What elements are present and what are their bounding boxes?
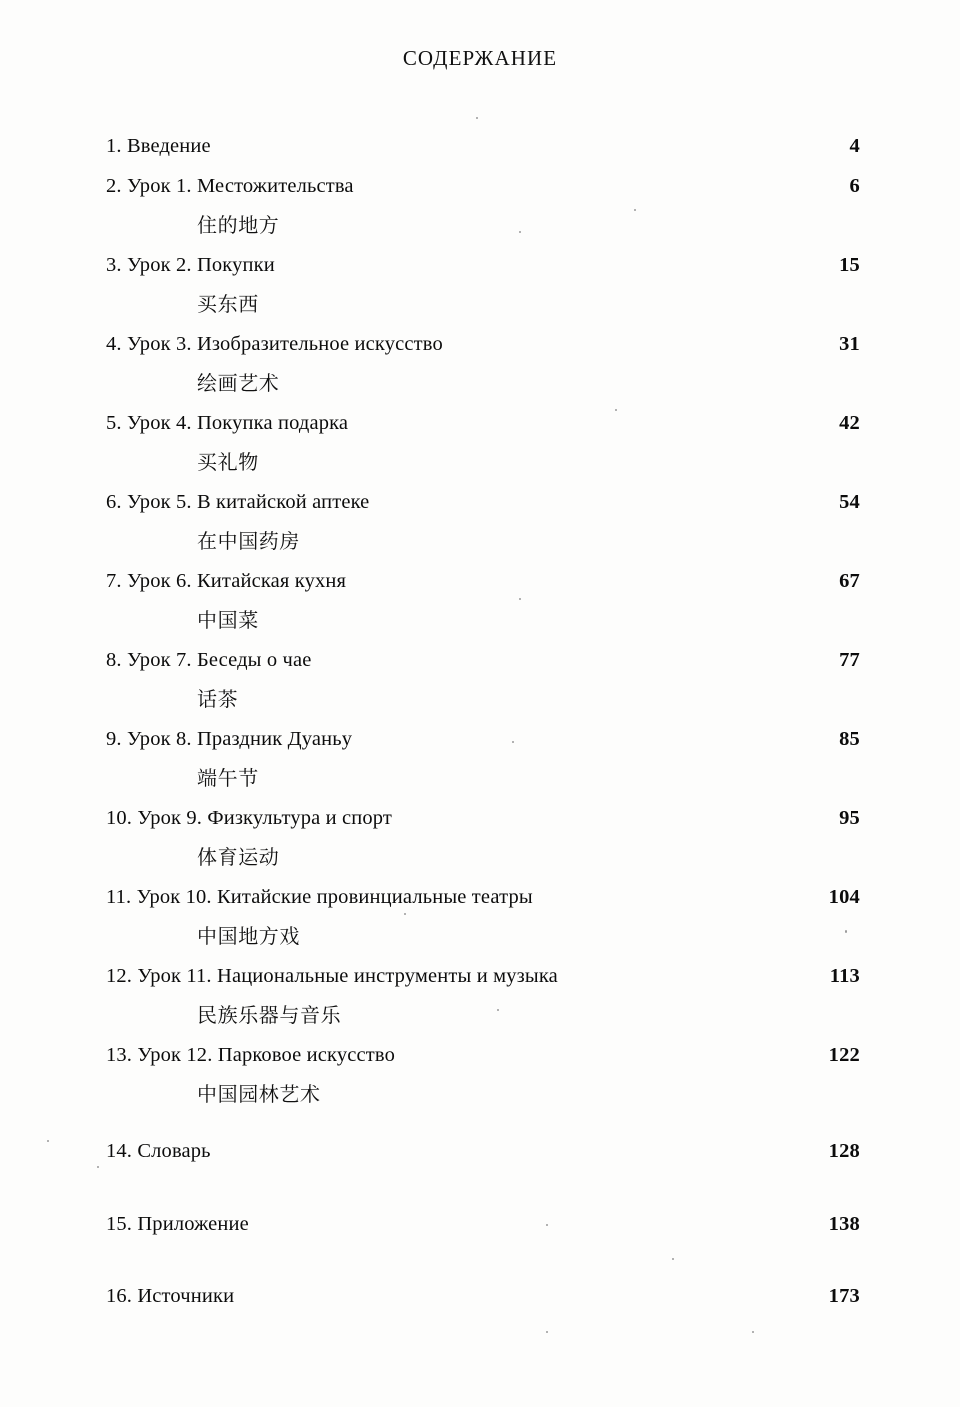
toc-entry[interactable] <box>106 956 860 1035</box>
toc-entry-subtitle-chinese: 体育运动 <box>197 845 280 869</box>
toc-entry-page-number: 54 <box>839 491 860 513</box>
toc-entry-subtitle-chinese: 住的地方 <box>197 213 280 237</box>
toc-entry-title: 3. Урок 2. Покупки <box>106 254 275 276</box>
toc-entry[interactable] <box>106 719 860 798</box>
toc-entry-page-number: 138 <box>828 1213 860 1235</box>
toc-entry-main-line[interactable] <box>106 561 860 601</box>
toc-entry-main-line[interactable] <box>106 1260 860 1332</box>
toc-entry-title: 11. Урок 10. Китайские провинциальные театры <box>106 886 533 908</box>
toc-entry[interactable] <box>106 1260 860 1332</box>
toc-entry-subtitle-chinese: 话茶 <box>197 687 239 711</box>
toc-entry-title: 15. Приложение <box>106 1213 249 1235</box>
toc-entry-title: 6. Урок 5. В китайской аптеке <box>106 491 370 513</box>
toc-entry-subtitle-chinese: 中国菜 <box>197 608 259 632</box>
toc-entry-subtitle-chinese: 在中国药房 <box>197 529 300 553</box>
toc-entry-main-line[interactable] <box>106 956 860 996</box>
toc-entry-title: 2. Урок 1. Местожительства <box>106 175 354 197</box>
scan-speck <box>476 117 478 119</box>
toc-entry-title: 8. Урок 7. Беседы о чае <box>106 649 312 671</box>
page-title: СОДЕРЖАНИЕ <box>402 46 558 70</box>
toc-entry[interactable] <box>106 561 860 640</box>
toc-entry-page-number: 77 <box>839 649 860 671</box>
toc-entry-page-number: 95 <box>839 807 860 829</box>
toc-entry-subtitle-chinese: 中国地方戏 <box>197 924 300 948</box>
toc-entry[interactable] <box>106 1114 860 1188</box>
toc-entry-subtitle-chinese: 中国园林艺术 <box>197 1082 321 1106</box>
toc-entry-page-number: 104 <box>828 886 860 908</box>
toc-entry-title: 7. Урок 6. Китайская кухня <box>106 570 347 592</box>
toc-entry[interactable] <box>106 324 860 403</box>
toc-entry-main-line[interactable] <box>106 1114 860 1188</box>
toc-entry-title: 10. Урок 9. Физкультура и спорт <box>106 807 393 829</box>
toc-entry-page-number: 31 <box>839 333 860 355</box>
toc-entry-main-line[interactable] <box>106 877 860 917</box>
toc-entry-page-number: 4 <box>849 135 860 157</box>
toc-entry-page-number: 173 <box>828 1285 860 1307</box>
toc-entry[interactable] <box>106 482 860 561</box>
toc-entry-main-line[interactable] <box>106 245 860 285</box>
toc-entry-main-line[interactable] <box>106 126 860 166</box>
toc-entry-main-line[interactable] <box>106 719 860 759</box>
toc-entry[interactable] <box>106 640 860 719</box>
toc-entry-page-number: 85 <box>839 728 860 750</box>
toc-entry[interactable] <box>106 166 860 245</box>
toc-entry-subtitle-chinese: 买礼物 <box>197 450 259 474</box>
toc-entry[interactable] <box>106 245 860 324</box>
toc-entry-title: 12. Урок 11. Национальные инструменты и музыка <box>106 965 558 987</box>
toc-entry-subtitle-chinese: 绘画艺术 <box>197 371 280 395</box>
scan-speck <box>97 1166 99 1168</box>
toc-entry-main-line[interactable] <box>106 1035 860 1075</box>
toc-entry-main-line[interactable] <box>106 798 860 838</box>
scan-speck <box>47 1140 49 1142</box>
toc-entry-main-line[interactable] <box>106 403 860 443</box>
toc-entry[interactable] <box>106 403 860 482</box>
toc-entry-page-number: 113 <box>829 965 860 987</box>
toc-entry-main-line[interactable] <box>106 166 860 206</box>
toc-entry[interactable] <box>106 1188 860 1260</box>
toc-entry-subtitle-chinese: 民族乐器与音乐 <box>197 1003 342 1027</box>
toc-entry-main-line[interactable] <box>106 640 860 680</box>
toc-entry-title: 5. Урок 4. Покупка подарка <box>106 412 349 434</box>
toc-entry-main-line[interactable] <box>106 482 860 522</box>
toc-entry-title: 13. Урок 12. Парковое искусство <box>106 1044 395 1066</box>
toc-entry-page-number: 67 <box>839 570 860 592</box>
toc-entry-title: 14. Словарь <box>106 1140 211 1162</box>
toc-entry[interactable] <box>106 798 860 877</box>
toc-entry-subtitle-chinese: 买东西 <box>197 292 259 316</box>
toc-entry-page-number: 122 <box>828 1044 860 1066</box>
toc-entry-title: 16. Источники <box>106 1285 235 1307</box>
toc-entry-main-line[interactable] <box>106 324 860 364</box>
toc-entry-page-number: 15 <box>839 254 860 276</box>
toc-entry-title: 4. Урок 3. Изобразительное искусство <box>106 333 443 355</box>
toc-entry-main-line[interactable] <box>106 1188 860 1260</box>
toc-entry-page-number: 128 <box>828 1140 860 1162</box>
toc-entry-subtitle-chinese: 端午节 <box>197 766 259 790</box>
toc-entry-title: 9. Урок 8. Праздник Дуаньу <box>106 728 353 750</box>
toc-entry-page-number: 42 <box>839 412 860 434</box>
table-of-contents <box>106 126 860 1332</box>
toc-entry-title: 1. Введение <box>106 135 211 157</box>
toc-entry[interactable] <box>106 1035 860 1114</box>
toc-entry-page-number: 6 <box>849 175 860 197</box>
toc-entry[interactable] <box>106 877 860 956</box>
toc-entry[interactable] <box>106 126 860 166</box>
